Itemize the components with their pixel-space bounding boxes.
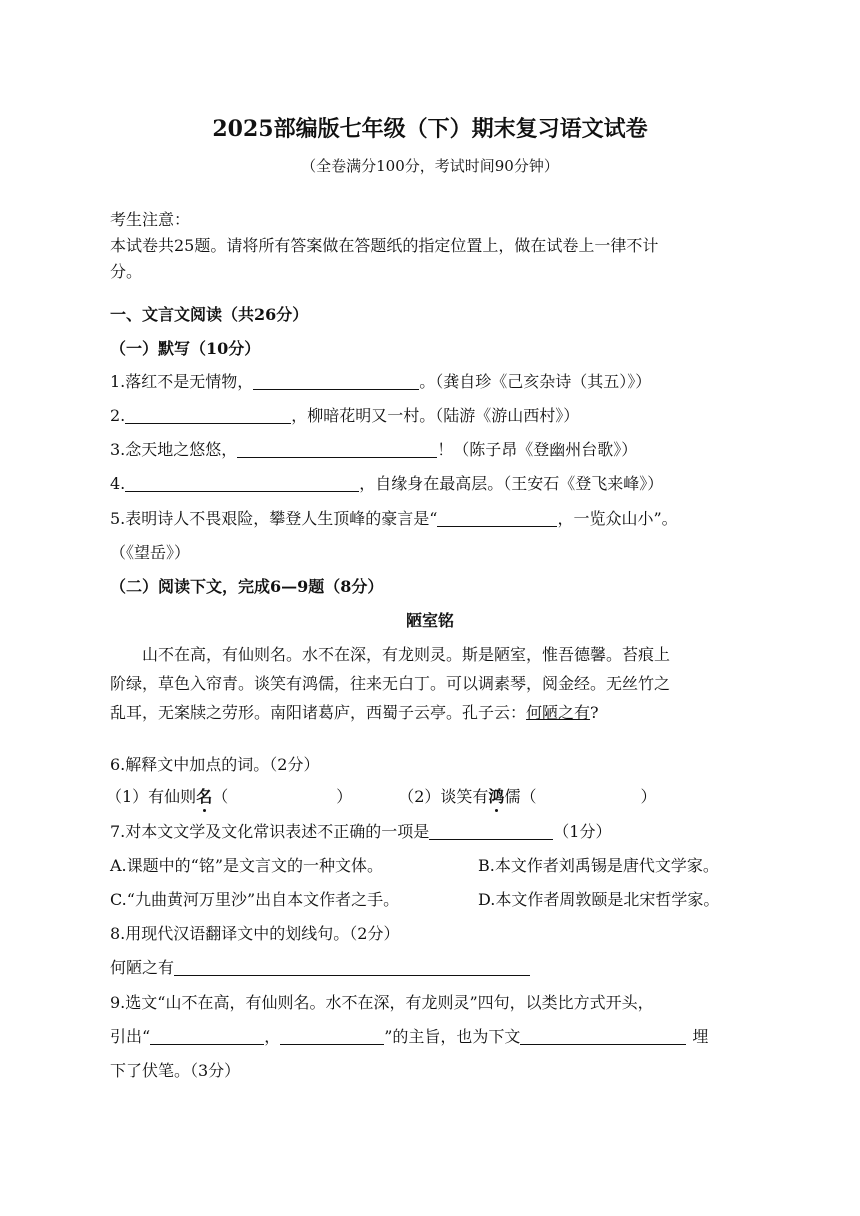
passage-body xyxy=(110,640,750,727)
q7-answer-blank[interactable] xyxy=(429,823,553,840)
q7-option-a: A.课题中的“铭”是文言文的一种文体。 xyxy=(110,856,384,875)
underlined-sentence: 何陋之有 xyxy=(526,703,591,722)
question-6-items xyxy=(106,787,656,807)
q2-text-post: ，柳暗花明又一村。（陆游《游山西村》） xyxy=(291,406,580,425)
q1-answer-blank[interactable] xyxy=(253,373,419,390)
page-title: 2025部编版七年级（下）期末复习语文试卷 xyxy=(212,116,648,142)
q9-text-b: ， xyxy=(264,1027,281,1046)
q7-option-b: B.本文作者刘禹锡是唐代文学家。 xyxy=(478,856,719,875)
passage-line-2: 阶绿，草色入帘青。谈笑有鸿儒，往来无白丁。可以调素琴，阅金经。无丝竹之 xyxy=(110,674,671,693)
q8-label: 何陋之有 xyxy=(110,958,175,977)
exam-subtitle: （全卷满分100分，考试时间90分钟） xyxy=(301,157,559,175)
q5-text-pre: 5.表明诗人不畏艰险，攀登人生顶峰的豪言是“ xyxy=(110,509,438,528)
question-9-line-3: 下了伏笔。（3分） xyxy=(110,1061,241,1080)
notice-heading: 考生注意： xyxy=(110,210,191,229)
q8-answer-blank[interactable] xyxy=(174,959,530,976)
passage-line-1: 山不在高，有仙则名。水不在深，有龙则灵。斯是陋室，惟吾德馨。苔痕上 xyxy=(142,645,671,664)
q4-text-post: ，自缘身在最高层。（王安石《登飞来峰》） xyxy=(359,474,664,493)
part-heading-1: （一）默写（10分） xyxy=(110,339,261,358)
question-4 xyxy=(110,474,663,494)
question-1 xyxy=(110,372,651,392)
q2-text-pre: 2. xyxy=(110,406,126,425)
passage-line-3-text: 乱耳，无案牍之劳形。南阳诸葛庐，西蜀子云亭。孔子云： xyxy=(110,703,527,722)
question-8-answer xyxy=(110,958,530,978)
passage-line-3 xyxy=(110,698,750,727)
question-9-line-2 xyxy=(110,1027,708,1047)
q3-answer-blank[interactable] xyxy=(237,441,437,458)
q7-option-d: D.本文作者周敦颐是北宋哲学家。 xyxy=(478,890,720,909)
q7-stem: 7.对本文文学及文化常识表述不正确的一项是 xyxy=(110,822,430,841)
q6-dotted-word-2: 鸿 xyxy=(488,787,505,806)
q1-text-pre: 1.落红不是无情物， xyxy=(110,372,254,391)
q9-answer-blank-1[interactable] xyxy=(150,1028,264,1045)
question-3 xyxy=(110,440,637,460)
q9-answer-blank-3[interactable] xyxy=(520,1028,686,1045)
q6-item-1-close: ） xyxy=(336,787,353,806)
q9-answer-blank-2[interactable] xyxy=(280,1028,384,1045)
q3-text-pre: 3.念天地之悠悠， xyxy=(110,440,238,459)
passage-line-3-end: ? xyxy=(590,703,599,722)
q4-answer-blank[interactable] xyxy=(125,475,359,492)
part-heading-2: （二）阅读下文，完成6—9题（8分） xyxy=(110,577,384,596)
q6-item-2-text: （2）谈笑有 xyxy=(398,787,489,806)
question-6-stem: 6.解释文中加点的词。（2分） xyxy=(110,755,320,774)
section-heading-1: 一、文言文阅读（共26分） xyxy=(110,305,309,324)
question-9-line-1: 9.选文“山不在高，有仙则名。水不在深，有龙则灵”四句，以类比方式开头， xyxy=(110,993,654,1012)
q4-text-pre: 4. xyxy=(110,474,126,493)
question-5 xyxy=(110,509,678,529)
q9-text-a: 引出“ xyxy=(110,1027,151,1046)
question-8-stem: 8.用现代汉语翻译文中的划线句。（2分） xyxy=(110,924,400,943)
q9-text-c: ”的主旨，也为下文 xyxy=(384,1027,521,1046)
q6-item-1-open: （ xyxy=(212,787,229,806)
notice-line-2: 分。 xyxy=(110,262,143,281)
q2-answer-blank[interactable] xyxy=(125,407,291,424)
question-5-source: （《望岳》） xyxy=(110,543,191,562)
q6-item-2-close: ） xyxy=(640,787,657,806)
q7-option-c: C.“九曲黄河万里沙”出自本文作者之手。 xyxy=(110,890,400,909)
passage-title: 陋室铭 xyxy=(405,611,454,630)
q5-answer-blank[interactable] xyxy=(437,510,557,527)
question-2 xyxy=(110,406,579,426)
q3-text-post: ！（陈子昂《登幽州台歌》） xyxy=(437,440,638,459)
q6-item-1-text: （1）有仙则 xyxy=(106,787,197,806)
q6-item-2-open: 儒（ xyxy=(504,787,537,806)
q5-text-post: ，一览众山小”。 xyxy=(557,509,678,528)
q6-dotted-word-1: 名 xyxy=(196,787,213,806)
question-7 xyxy=(110,822,611,842)
q7-score: （1分） xyxy=(553,822,612,841)
notice-line-1: 本试卷共25题。请将所有答案做在答题纸的指定位置上，做在试卷上一律不计 xyxy=(110,236,659,255)
q9-text-d: 埋 xyxy=(692,1027,709,1046)
q1-text-post: 。（龚自珍《己亥杂诗（其五）》） xyxy=(419,372,652,391)
